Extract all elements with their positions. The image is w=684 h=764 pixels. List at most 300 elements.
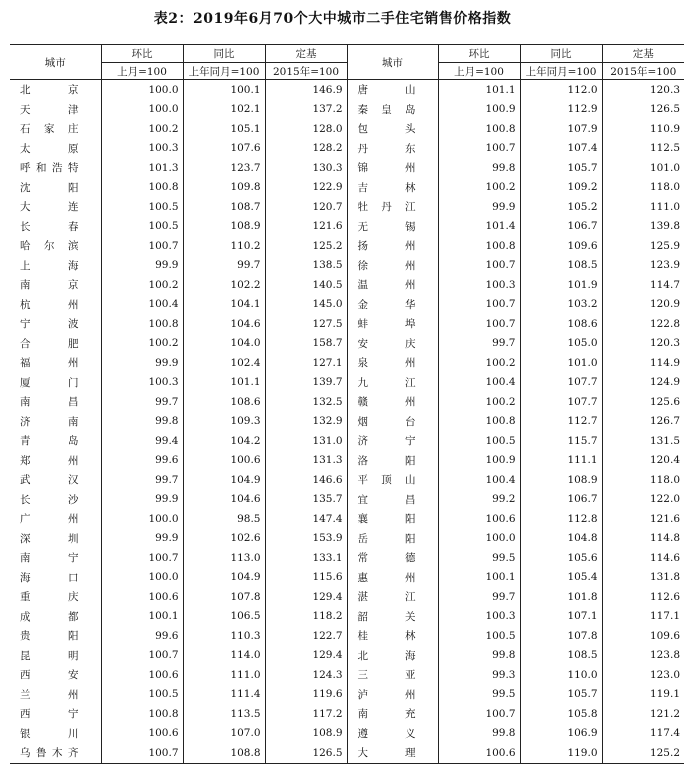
yoy-value-right: 107.9 [520,119,602,139]
table-row [10,295,684,315]
city-name-left: 福州 [20,357,79,370]
city-name-right: 平顶山 [347,470,438,490]
mom-value-right: 100.2 [438,392,520,412]
city-name-right: 锦州 [347,158,438,178]
yoy-value-left: 102.2 [183,275,265,295]
mom-value-left: 100.7 [101,548,183,568]
yoy-value-right: 110.0 [520,665,602,685]
mom-value-left: 100.5 [101,197,183,217]
yoy-value-right: 107.7 [520,392,602,412]
yoy-value-right: 107.4 [520,139,602,159]
city-name-left: 济南 [20,415,79,428]
table-row [10,158,684,178]
yoy-value-right: 101.0 [520,353,602,373]
table-row [10,119,684,139]
yoy-value-left: 104.2 [183,431,265,451]
mom-value-right: 100.6 [438,743,520,763]
base-value-right: 112.5 [602,139,684,159]
table-row [10,568,684,588]
yoy-value-right: 105.2 [520,197,602,217]
city-name-right: 洛阳 [347,451,438,471]
city-name-left: 西安 [20,669,79,682]
yoy-value-left: 100.6 [183,451,265,471]
table-title: 表2：2019年6月70个大中城市二手住宅销售价格指数 [153,11,512,27]
yoy-value-left: 110.3 [183,626,265,646]
base-value-right: 125.6 [602,392,684,412]
mom-value-right: 100.7 [438,704,520,724]
table-row [10,587,684,607]
header-mom-sub-left: 上月=100 [101,63,183,80]
yoy-value-left: 108.6 [183,392,265,412]
city-name-right: 宜昌 [347,490,438,510]
base-value-right: 114.7 [602,275,684,295]
city-name-right: 牡丹江 [347,197,438,217]
city-name-right: 唐山 [347,80,438,100]
mom-value-right: 100.9 [438,451,520,471]
base-value-left: 137.2 [265,100,347,120]
header-base-left: 定基 [265,45,347,63]
yoy-value-left: 108.9 [183,217,265,237]
base-value-left: 138.5 [265,256,347,276]
mom-value-right: 99.2 [438,490,520,510]
base-value-right: 126.7 [602,412,684,432]
city-name-left: 乌鲁木齐 [10,743,101,763]
table-row [10,256,684,276]
table-row [10,412,684,432]
yoy-value-right: 106.7 [520,490,602,510]
yoy-value-left: 108.7 [183,197,265,217]
mom-value-right: 100.7 [438,256,520,276]
table-row [10,646,684,666]
mom-value-left: 100.2 [101,275,183,295]
mom-value-right: 100.3 [438,607,520,627]
mom-value-right: 100.7 [438,139,520,159]
base-value-right: 111.0 [602,197,684,217]
mom-value-left: 100.5 [101,685,183,705]
city-name-left: 杭州 [20,298,79,311]
base-value-right: 125.9 [602,236,684,256]
mom-value-left: 99.9 [101,529,183,549]
base-value-right: 110.9 [602,119,684,139]
header-yoy-right: 同比 [520,45,602,63]
table-row [10,529,684,549]
city-name-right: 泸州 [347,685,438,705]
base-value-left: 121.6 [265,217,347,237]
mom-value-right: 100.7 [438,314,520,334]
city-name-left: 广州 [20,513,79,526]
base-value-right: 120.9 [602,295,684,315]
base-value-right: 117.4 [602,724,684,744]
city-name-left: 深圳 [20,532,79,545]
yoy-value-right: 119.0 [520,743,602,763]
city-name-right: 北海 [347,646,438,666]
header-yoy-sub-left: 上年同月=100 [183,63,265,80]
city-name-left: 上海 [20,259,79,272]
mom-value-left: 100.4 [101,295,183,315]
mom-value-left: 100.6 [101,587,183,607]
base-value-right: 131.5 [602,431,684,451]
yoy-value-right: 108.6 [520,314,602,334]
base-value-left: 158.7 [265,334,347,354]
table-header [10,45,684,80]
base-value-left: 131.3 [265,451,347,471]
city-name-left: 石家庄 [20,123,79,136]
mom-value-right: 99.7 [438,334,520,354]
header-base-sub-right: 2015年=100 [602,63,684,80]
mom-value-left: 100.5 [101,217,183,237]
city-name-right: 济宁 [347,431,438,451]
base-value-right: 118.0 [602,470,684,490]
base-value-left: 131.0 [265,431,347,451]
city-name-left: 兰州 [20,688,79,701]
yoy-value-left: 104.0 [183,334,265,354]
base-value-left: 115.6 [265,568,347,588]
mom-value-right: 100.0 [438,529,520,549]
yoy-value-right: 105.7 [520,158,602,178]
mom-value-left: 100.3 [101,139,183,159]
header-yoy-sub-right: 上年同月=100 [520,63,602,80]
base-value-right: 121.6 [602,509,684,529]
city-name-left: 长春 [20,220,79,233]
city-name-left: 南昌 [20,396,79,409]
mom-value-left: 100.6 [101,724,183,744]
base-value-left: 147.4 [265,509,347,529]
base-value-left: 128.2 [265,139,347,159]
city-name-right: 温州 [347,275,438,295]
table-row [10,431,684,451]
mom-value-right: 100.4 [438,470,520,490]
header-mom-right: 环比 [438,45,520,63]
mom-value-left: 100.0 [101,509,183,529]
header-mom-left: 环比 [101,45,183,63]
base-value-left: 128.0 [265,119,347,139]
yoy-value-left: 104.9 [183,470,265,490]
city-name-left: 天津 [20,103,79,116]
base-value-left: 108.9 [265,724,347,744]
yoy-value-right: 103.2 [520,295,602,315]
yoy-value-right: 112.7 [520,412,602,432]
yoy-value-left: 102.6 [183,529,265,549]
mom-value-right: 100.2 [438,353,520,373]
table-row [10,236,684,256]
price-index-table [10,44,684,764]
header-city-left: 城市 [10,45,101,80]
yoy-value-left: 109.8 [183,178,265,198]
city-name-right: 泉州 [347,353,438,373]
yoy-value-right: 104.8 [520,529,602,549]
base-value-right: 123.0 [602,665,684,685]
yoy-value-right: 108.9 [520,470,602,490]
city-name-left: 贵阳 [20,630,79,643]
city-name-left: 重庆 [20,591,79,604]
city-name-right: 吉林 [347,178,438,198]
city-name-left: 武汉 [20,474,79,487]
city-name-right: 徐州 [347,256,438,276]
city-name-left: 太原 [20,142,79,155]
city-name-left: 合肥 [20,337,79,350]
base-value-right: 114.6 [602,548,684,568]
mom-value-left: 99.9 [101,256,183,276]
city-name-right: 韶关 [347,607,438,627]
mom-value-left: 99.6 [101,626,183,646]
header-base-sub-left: 2015年=100 [265,63,347,80]
yoy-value-left: 98.5 [183,509,265,529]
header-mom-sub-right: 上月=100 [438,63,520,80]
yoy-value-left: 101.1 [183,373,265,393]
table-row [10,334,684,354]
table-row [10,470,684,490]
yoy-value-right: 107.7 [520,373,602,393]
yoy-value-right: 111.1 [520,451,602,471]
base-value-right: 120.4 [602,451,684,471]
city-name-right: 常德 [347,548,438,568]
mom-value-right: 100.6 [438,509,520,529]
yoy-value-left: 123.7 [183,158,265,178]
city-name-right: 南充 [347,704,438,724]
yoy-value-right: 106.9 [520,724,602,744]
base-value-right: 122.8 [602,314,684,334]
base-value-left: 129.4 [265,587,347,607]
table-body [10,80,684,764]
base-value-right: 120.3 [602,80,684,100]
table-row [10,626,684,646]
base-value-right: 122.0 [602,490,684,510]
base-value-right: 119.1 [602,685,684,705]
city-name-left: 宁波 [20,318,79,331]
table-row [10,548,684,568]
table-row [10,607,684,627]
base-value-right: 117.1 [602,607,684,627]
base-value-left: 153.9 [265,529,347,549]
mom-value-left: 100.0 [101,568,183,588]
mom-value-left: 100.1 [101,607,183,627]
mom-value-left: 100.8 [101,314,183,334]
mom-value-left: 99.6 [101,451,183,471]
city-name-left: 大连 [20,201,79,214]
mom-value-right: 100.8 [438,236,520,256]
yoy-value-right: 106.7 [520,217,602,237]
yoy-value-left: 111.0 [183,665,265,685]
mom-value-right: 100.9 [438,100,520,120]
table-row [10,139,684,159]
city-name-left: 昆明 [20,649,79,662]
header-yoy-left: 同比 [183,45,265,63]
table-row [10,704,684,724]
yoy-value-left: 102.1 [183,100,265,120]
table-row [10,724,684,744]
yoy-value-left: 113.5 [183,704,265,724]
city-name-left: 成都 [20,610,79,623]
table-row [10,665,684,685]
mom-value-right: 101.4 [438,217,520,237]
mom-value-left: 100.7 [101,646,183,666]
yoy-value-right: 101.9 [520,275,602,295]
base-value-right: 112.6 [602,587,684,607]
city-name-right: 三亚 [347,665,438,685]
city-name-right: 遵义 [347,724,438,744]
base-value-left: 122.9 [265,178,347,198]
table-row [10,275,684,295]
mom-value-right: 99.8 [438,646,520,666]
base-value-right: 125.2 [602,743,684,763]
mom-value-left: 101.3 [101,158,183,178]
city-name-right: 襄阳 [347,509,438,529]
mom-value-left: 100.3 [101,373,183,393]
base-value-right: 131.8 [602,568,684,588]
mom-value-left: 100.0 [101,80,183,100]
city-name-right: 九江 [347,373,438,393]
base-value-right: 121.2 [602,704,684,724]
yoy-value-right: 115.7 [520,431,602,451]
table-row [10,685,684,705]
city-name-right: 惠州 [347,568,438,588]
mom-value-left: 100.6 [101,665,183,685]
base-value-left: 135.7 [265,490,347,510]
mom-value-right: 100.5 [438,626,520,646]
base-value-left: 146.9 [265,80,347,100]
base-value-right: 139.8 [602,217,684,237]
mom-value-right: 101.1 [438,80,520,100]
city-name-left: 青岛 [20,435,79,448]
base-value-left: 140.5 [265,275,347,295]
yoy-value-right: 109.6 [520,236,602,256]
header-city-right: 城市 [347,45,438,80]
yoy-value-right: 105.6 [520,548,602,568]
yoy-value-left: 108.8 [183,743,265,763]
base-value-right: 114.8 [602,529,684,549]
yoy-value-left: 99.7 [183,256,265,276]
city-name-left: 南宁 [20,552,79,565]
mom-value-right: 99.8 [438,158,520,178]
yoy-value-right: 108.5 [520,256,602,276]
table-row [10,314,684,334]
yoy-value-left: 106.5 [183,607,265,627]
city-name-left: 哈尔滨 [20,240,79,253]
city-name-left: 长沙 [20,493,79,506]
base-value-right: 120.3 [602,334,684,354]
table-row [10,178,684,198]
city-name-right: 金华 [347,295,438,315]
base-value-left: 129.4 [265,646,347,666]
base-value-right: 109.6 [602,626,684,646]
city-name-right: 岳阳 [347,529,438,549]
mom-value-left: 99.7 [101,392,183,412]
mom-value-left: 100.0 [101,100,183,120]
yoy-value-right: 107.8 [520,626,602,646]
city-name-left: 海口 [20,571,79,584]
base-value-right: 123.9 [602,256,684,276]
yoy-value-right: 107.1 [520,607,602,627]
city-name-right: 烟台 [347,412,438,432]
yoy-value-right: 101.8 [520,587,602,607]
table-row [10,743,684,763]
base-value-left: 127.1 [265,353,347,373]
yoy-value-left: 111.4 [183,685,265,705]
city-name-right: 扬州 [347,236,438,256]
base-value-right: 124.9 [602,373,684,393]
mom-value-left: 100.8 [101,704,183,724]
base-value-left: 118.2 [265,607,347,627]
mom-value-left: 99.4 [101,431,183,451]
mom-value-right: 99.7 [438,587,520,607]
base-value-right: 101.0 [602,158,684,178]
city-name-right: 安庆 [347,334,438,354]
base-value-left: 127.5 [265,314,347,334]
city-name-right: 湛江 [347,587,438,607]
yoy-value-right: 112.9 [520,100,602,120]
city-name-right: 大理 [347,743,438,763]
yoy-value-left: 104.1 [183,295,265,315]
yoy-value-left: 104.6 [183,490,265,510]
base-value-left: 125.2 [265,236,347,256]
base-value-left: 119.6 [265,685,347,705]
base-value-left: 145.0 [265,295,347,315]
yoy-value-left: 114.0 [183,646,265,666]
table-row [10,373,684,393]
base-value-left: 124.3 [265,665,347,685]
yoy-value-left: 107.6 [183,139,265,159]
base-value-left: 122.7 [265,626,347,646]
yoy-value-left: 104.6 [183,314,265,334]
base-value-left: 120.7 [265,197,347,217]
yoy-value-left: 104.9 [183,568,265,588]
mom-value-left: 99.9 [101,490,183,510]
base-value-left: 146.6 [265,470,347,490]
yoy-value-right: 112.8 [520,509,602,529]
city-name-right: 蚌埠 [347,314,438,334]
mom-value-left: 100.2 [101,334,183,354]
city-name-left: 西宁 [20,708,79,721]
base-value-right: 123.8 [602,646,684,666]
city-name-right: 包头 [347,119,438,139]
header-base-right: 定基 [602,45,684,63]
mom-value-right: 100.7 [438,295,520,315]
base-value-right: 118.0 [602,178,684,198]
table-row [10,100,684,120]
table-row [10,80,684,100]
table-row [10,197,684,217]
yoy-value-right: 105.7 [520,685,602,705]
table-row [10,353,684,373]
base-value-left: 117.2 [265,704,347,724]
mom-value-right: 100.1 [438,568,520,588]
city-name-right: 无锡 [347,217,438,237]
base-value-left: 139.7 [265,373,347,393]
mom-value-right: 100.2 [438,178,520,198]
yoy-value-left: 113.0 [183,548,265,568]
base-value-left: 132.9 [265,412,347,432]
mom-value-right: 99.5 [438,685,520,705]
yoy-value-right: 105.4 [520,568,602,588]
yoy-value-left: 102.4 [183,353,265,373]
city-name-left: 银川 [20,727,79,740]
city-name-left: 北京 [20,84,79,97]
city-name-right: 丹东 [347,139,438,159]
mom-value-left: 99.8 [101,412,183,432]
base-value-left: 132.5 [265,392,347,412]
table-row [10,217,684,237]
mom-value-right: 100.5 [438,431,520,451]
table-row [10,509,684,529]
mom-value-right: 99.8 [438,724,520,744]
city-name-left: 沈阳 [20,181,79,194]
yoy-value-left: 100.1 [183,80,265,100]
yoy-value-right: 105.0 [520,334,602,354]
yoy-value-right: 109.2 [520,178,602,198]
base-value-right: 126.5 [602,100,684,120]
table-row [10,392,684,412]
city-name-right: 秦皇岛 [347,100,438,120]
